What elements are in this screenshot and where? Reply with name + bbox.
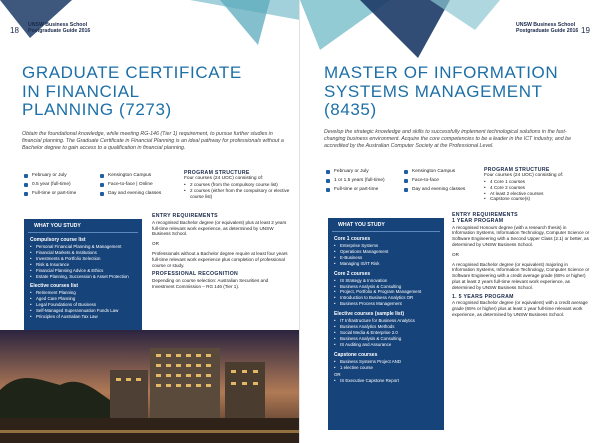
monitor-icon: [100, 183, 104, 187]
header-school: UNSW Business School: [516, 22, 576, 28]
capstone-alt-list: [334, 378, 438, 384]
core2-list: [334, 278, 438, 308]
list-item: • Financial Markets & Institutions: [30, 250, 136, 256]
what-you-study-panel: [328, 218, 444, 430]
title-line: (8435): [324, 100, 377, 119]
title-line: GRADUATE CERTIFICATE: [22, 63, 242, 82]
or-text: OR: [152, 241, 159, 247]
list-item: • Legal Foundations of Business: [30, 302, 136, 308]
list-item: • Business Analytics Methods: [334, 324, 438, 330]
list-item: • Operations Management: [334, 249, 438, 255]
list-item: • Business Analysis & Consulting: [334, 284, 438, 290]
header-block: [28, 22, 90, 35]
fact-classes: Day and evening classes: [100, 189, 161, 198]
entry-requirement-text: A recognised Honours degree (with a research thesis) in Information Systems, Information Technology, Computer Science or Software Engineering with a Second Upper Class (2.1) or better, as determined by UNSW Business School.: [452, 224, 590, 247]
list-item: • At least 2 elective courses: [484, 191, 590, 197]
program-structure-title: PROGRAM STRUCTURE: [184, 170, 250, 176]
right-page: [300, 0, 600, 443]
facts-col-1: [24, 171, 76, 198]
or-text: OR: [452, 251, 459, 257]
program-length-title: 1 YEAR PROGRAM: [452, 217, 504, 224]
fact-intake: February or July: [24, 171, 76, 180]
sun-moon-icon: [100, 192, 104, 196]
calendar-icon: [326, 170, 330, 174]
page-number: 19: [581, 26, 590, 35]
facts-col-1: [326, 167, 385, 194]
list-item: • IS Strategy & Innovation: [334, 278, 438, 284]
program-structure: [184, 170, 292, 199]
fact-duration: 1 or 1.5 years (full-time): [326, 176, 385, 185]
page-title: [324, 64, 558, 120]
page-number: 18: [10, 26, 19, 35]
list-item: • 1 elective course: [334, 365, 438, 371]
list-item: • 4 Core 1 courses: [484, 179, 590, 185]
entry-requirement-text: A recognised Bachelor degree (or equivalent) with a credit average grade (65% or higher) plus at least 1 year full-time relevant work experience, as determined by UNSW Business School.: [452, 300, 588, 317]
list-item: • 2 courses (either from the compulsory or elective course list): [184, 188, 292, 200]
list-item: • Estate Planning, Succession & Asset Protection: [30, 274, 136, 280]
elective-title: Elective courses (sample list): [334, 311, 405, 318]
fact-campus: Kensington Campus: [404, 167, 465, 176]
list-item: • Business Analysis & Consulting: [334, 336, 438, 342]
list-item: • IS Executive Capstone Report: [334, 378, 438, 384]
campus-photo: [0, 330, 300, 443]
program-structure-intro: Four courses (24 UOC) consisting of:: [484, 173, 564, 178]
fact-intake: February or July: [326, 167, 385, 176]
sun-moon-icon: [404, 188, 408, 192]
fact-classes: Day and evening classes: [404, 185, 465, 194]
fact-load: Full-time or part-time: [24, 189, 76, 198]
list-item: • Personal Financial Planning & Management: [30, 244, 136, 250]
core1-title: Core 1 courses: [334, 236, 371, 242]
list-item: • IS Auditing and Assurance: [334, 342, 438, 348]
facts-col-2: [404, 167, 465, 194]
program-structure-list: [484, 179, 590, 202]
panel-heading: WHAT YOU STUDY: [332, 218, 440, 232]
intro-text: Develop the strategic knowledge and skills to successfully implement technological solutions in the fast-changing business environment. Acquire the core competencies to be a leader in the ICT industry, and be accredited by the Australian Computer Society at the Professional Level.: [324, 129, 572, 149]
list-item: • E-Business: [334, 255, 438, 261]
entry-requirements: [452, 213, 590, 322]
page-title: [22, 64, 242, 120]
title-line: MASTER OF INFORMATION: [324, 63, 559, 82]
entry-requirements-title: ENTRY REQUIREMENTS: [452, 212, 518, 218]
intro-text: Obtain the foundational knowledge, while meeting RG-146 (Tier 1) requirement, to pursue further studies in financial planning. The Graduate Certificate in Financial Planning is an ideal pathway for professionals without a Bachelor degree to gain access to a qualification in financial planning.: [22, 131, 284, 151]
header-guide: Postgraduate Guide 2016: [28, 28, 91, 35]
program-structure-list: [184, 182, 292, 199]
capstone-list: [334, 359, 438, 371]
list-item: • Financial Planning Advice & Ethics: [30, 268, 136, 274]
header-school: UNSW Business School: [28, 22, 88, 28]
monitor-icon: [404, 179, 408, 183]
entry-requirements-title: ENTRY REQUIREMENTS: [152, 213, 218, 219]
location-icon: [100, 174, 104, 178]
program-structure-title: PROGRAM STRUCTURE: [484, 167, 550, 173]
entry-requirement-text: A recognised Bachelor degree (or equivalent) plus at least 2 years full-time relevant work experience, as determined by UNSW Business School.: [152, 219, 287, 237]
capstone-title: Capstone courses: [334, 351, 378, 358]
person-icon: [24, 192, 28, 196]
list-item: • Retirement Planning: [30, 290, 136, 296]
header-triangles-decoration: [300, 0, 600, 70]
recognition-title: PROFESSIONAL RECOGNITION: [152, 271, 239, 278]
fact-mode: Face-to-face | Online: [100, 180, 161, 189]
clock-icon: [24, 183, 28, 187]
list-item: • Business Process Management: [334, 301, 438, 307]
list-item: • Aged Care Planning: [30, 296, 136, 302]
list-item: • Social Media & Enterprise 2.0: [334, 330, 438, 336]
core2-title: Core 2 courses: [334, 270, 371, 277]
list-item: • Enterprise Systems: [334, 243, 438, 249]
compulsory-title: Compulsory course list: [30, 237, 86, 243]
list-item: • Business Systems Project AND: [334, 359, 438, 365]
list-item: • Self-Managed Superannuation Funds Law: [30, 308, 136, 314]
program-structure-intro: Four courses (24 UOC) consisting of:: [184, 176, 264, 181]
list-item: • Principles of Australian Tax Law: [30, 314, 136, 320]
list-item: • Risk & Insurance: [30, 262, 136, 268]
fact-load: Full-time or part-time: [326, 185, 385, 194]
entry-requirement-text: A recognised Bachelor degree (or equivalent) majoring in Information Systems, Information Technology, Computer Science or Software Engineering with a credit average grade (65% or higher) plus at least 2 years full-time relevant work experience, as determined by UNSW Business School.: [452, 261, 590, 290]
elective-list: [334, 318, 438, 348]
list-item: • Capstone course(s): [484, 196, 590, 202]
list-item: • Introduction to Business Analytics OR: [334, 295, 438, 301]
facts-col-2: [100, 171, 161, 198]
calendar-icon: [24, 174, 28, 178]
title-line: SYSTEMS MANAGEMENT: [324, 81, 543, 101]
list-item: • Managing IS/IT Risk: [334, 261, 438, 267]
list-item: • Project, Portfolio & Program Management: [334, 289, 438, 295]
fact-duration: 0.5 year (full-time): [24, 180, 76, 189]
list-item: • 2 courses (from the compulsory course list): [184, 182, 292, 188]
elective-title: Elective courses list: [30, 283, 79, 290]
list-item: • IT Infrastructure for Business Analytics: [334, 318, 438, 324]
entry-requirements: [152, 214, 290, 294]
list-item: • 4 Core 2 courses: [484, 185, 590, 191]
location-icon: [404, 170, 408, 174]
list-item: • Investments & Portfolio Selection: [30, 256, 136, 262]
elective-list: [30, 290, 136, 320]
recognition-text: Depending on course selection: Australian Securities and Investment Commission – RG 146 (Tier 1).: [152, 278, 269, 289]
program-length-title: 1. 5 YEARS PROGRAM: [452, 293, 514, 300]
title-line: IN FINANCIAL: [22, 81, 140, 101]
fact-campus: Kensington Campus: [100, 171, 161, 180]
program-structure: [484, 167, 590, 202]
or-text: OR: [334, 371, 341, 377]
panel-heading: WHAT YOU STUDY: [28, 219, 138, 233]
header-guide: Postgraduate Guide 2016: [516, 28, 579, 35]
person-icon: [326, 188, 330, 192]
header-block: [516, 22, 578, 35]
fact-mode: Face-to-face: [404, 176, 465, 185]
title-line: PLANNING (7273): [22, 100, 172, 119]
compulsory-list: [30, 244, 136, 279]
clock-icon: [326, 179, 330, 183]
core1-list: [334, 243, 438, 267]
entry-requirement-text: Professionals without a Bachelor degree require at least four years full-time relevant work experience plus completion of professional course or study.: [152, 250, 288, 268]
